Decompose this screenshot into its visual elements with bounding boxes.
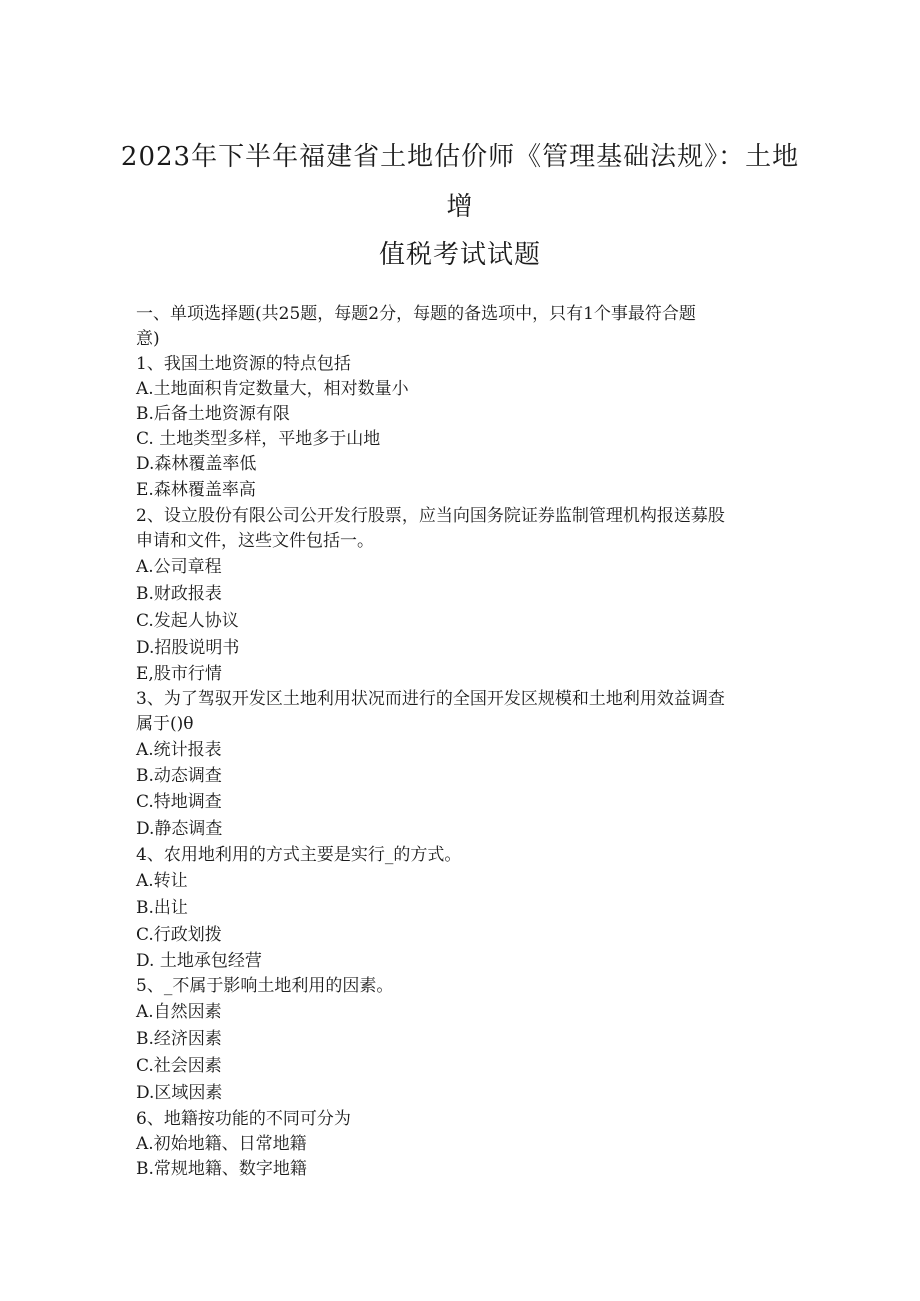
doc-body: [136, 302, 786, 1182]
q5-option-d: D.区域因素: [136, 1083, 223, 1103]
question-2-cont: 申请和文件，这些文件包括一。: [136, 531, 374, 551]
q4-option-c: C.行政划拨: [136, 925, 222, 945]
q5-option-c: C.社会因素: [136, 1056, 222, 1076]
q2-option-d: D.招股说明书: [136, 638, 240, 658]
q2-option-b: B.财政报表: [136, 584, 222, 604]
q3-option-b: B.动态调查: [136, 766, 222, 786]
q5-option-b: B.经济因素: [136, 1029, 222, 1049]
q4-option-b: B.出让: [136, 898, 188, 918]
q6-option-b: B.常规地籍、数字地籍: [136, 1159, 307, 1179]
question-3: 3、为了驾驭开发区土地利用状况而进行的全国开发区规模和土地利用效益调查: [136, 689, 725, 709]
q3-option-d: D.静态调查: [136, 819, 223, 839]
q1-option-e: E.森林覆盖率高: [136, 480, 256, 500]
q5-option-a: A.自然因素: [136, 1002, 222, 1022]
section-heading: 一、单项选择题(共25题，每题2分，每题的备选项中，只有1个事最符合题: [136, 304, 696, 324]
q3-option-a: A.统计报表: [136, 740, 222, 760]
q3-option-c: C.特地调查: [136, 792, 222, 812]
q2-option-c: C.发起人协议: [136, 611, 239, 631]
section-heading-cont: 意): [136, 329, 160, 349]
q4-option-a: A.转让: [136, 871, 188, 891]
question-1: 1、我国土地资源的特点包括: [136, 354, 351, 374]
q1-option-d: D.森林覆盖率低: [136, 454, 257, 474]
q1-option-c: C. 土地类型多样，平地多于山地: [136, 429, 381, 449]
question-4: 4、农用地利用的方式主要是实行_的方式。: [136, 845, 462, 865]
q2-option-e: E,股市行情: [136, 664, 222, 684]
q6-option-a: A.初始地籍、日常地籍: [136, 1134, 307, 1154]
q1-option-a: A.土地面积肯定数量大，相对数量小: [136, 379, 409, 399]
q4-option-d: D. 土地承包经营: [136, 951, 262, 971]
question-3-cont: 属于()θ: [136, 714, 194, 734]
doc-title-line-2: 增: [446, 192, 474, 222]
question-2: 2、设立股份有限公司公开发行股票，应当向国务院证券监制管理机构报送募股: [136, 506, 725, 526]
q2-option-a: A.公司章程: [136, 557, 222, 577]
question-5: 5、_不属于影响土地利用的因素。: [136, 976, 394, 996]
question-6: 6、地籍按功能的不同可分为: [136, 1109, 351, 1129]
doc-title-line-3: 值税考试试题: [378, 240, 541, 270]
doc-title-line-1: 2023年下半年福建省土地估价师《管理基础法规》：土地: [120, 142, 800, 172]
q1-option-b: B.后备土地资源有限: [136, 404, 290, 424]
